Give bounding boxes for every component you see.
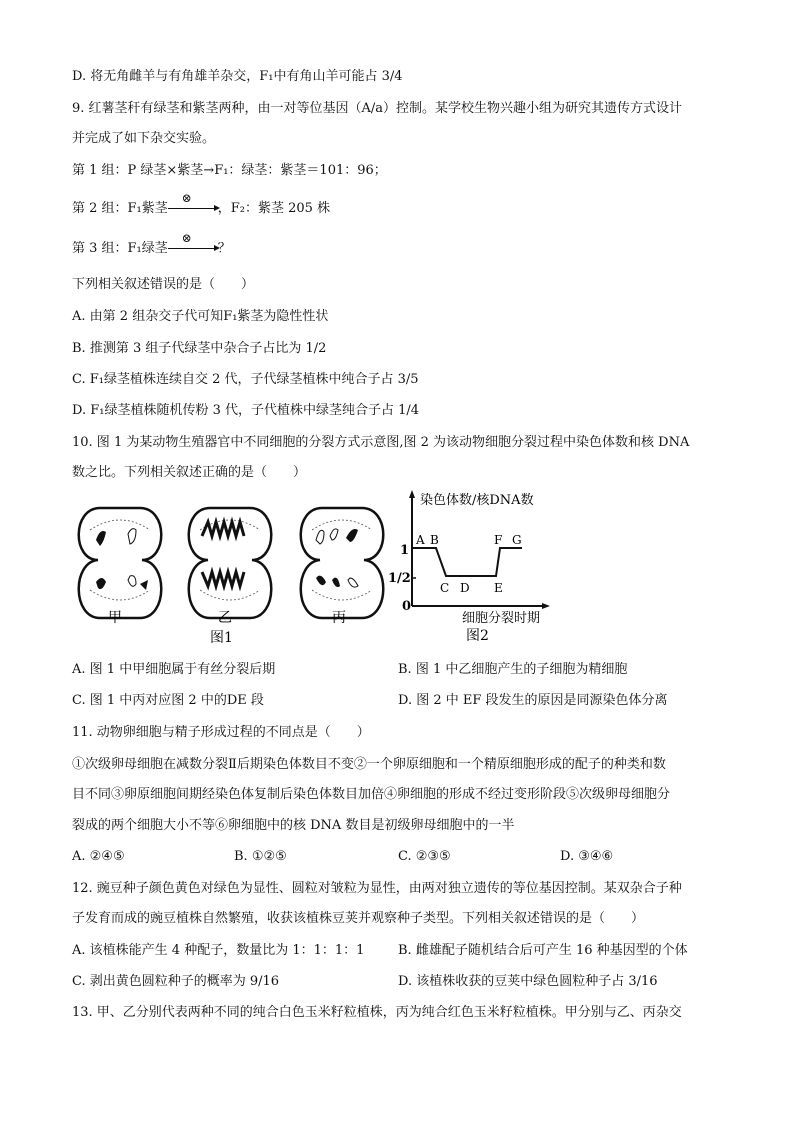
q11-option-c: C. ②③⑤ — [398, 849, 451, 864]
q9-group2-result: ，F₂：紫茎 205 株 — [217, 201, 331, 216]
q9-group2 — [72, 191, 331, 218]
figure-1-caption: 图1 — [210, 630, 233, 646]
selfing-symbol: ⊗ — [181, 231, 192, 245]
q9-option-a: A. 由第 2 组杂交子代可知F₁紫茎为隐性性状 — [72, 309, 329, 324]
q11-statements-line2: 目不同③卵原细胞间期经染色体复制后染色体数目加倍④卵细胞的形成不经过变形阶段⑤次级卵母细胞分 — [72, 787, 671, 802]
q11-option-b: B. ①②⑤ — [234, 849, 287, 864]
q9-group2-parent: 第 2 组：F₁紫茎 — [72, 201, 168, 216]
selfing-arrow — [168, 231, 218, 252]
q12-option-a: A. 该植株能产生 4 种配子，数量比为 1：1：1：1 — [72, 943, 365, 958]
q10-option-a: A. 图 1 中甲细胞属于有丝分裂后期 — [72, 662, 276, 677]
q11-stem: 11. 动物卵细胞与精子形成过程的不同点是（ ） — [72, 725, 370, 740]
q9-option-c: C. F₁绿茎植株连续自交 2 代，子代绿茎植株中纯合子占 3/5 — [72, 372, 419, 387]
y-tick-1: 1 — [400, 543, 410, 558]
point-f: F — [494, 533, 503, 547]
q12-stem-line1: 12. 豌豆种子颜色黄色对绿色为显性、圆粒对皱粒为显性，由两对独立遗传的等位基因控制。某双杂合子种 — [72, 881, 682, 896]
selfing-symbol: ⊗ — [181, 191, 192, 205]
q8-option-d: D. 将无角雌羊与有角雄羊杂交，F₁中有角山羊可能占 3/4 — [72, 69, 403, 84]
q13-stem-line1: 13. 甲、乙分别代表两种不同的纯合白色玉米籽粒植株，丙为纯合红色玉米籽粒植株。甲分别与乙、丙杂交 — [72, 1005, 682, 1020]
point-e: E — [494, 581, 503, 595]
q12-stem-line2: 子发育而成的豌豆植株自然繁殖，收获该植株豆荚并观察种子类型。下列相关叙述错误的是（ ） — [72, 911, 645, 926]
point-d: D — [460, 581, 470, 595]
q10-option-d: D. 图 2 中 EF 段发生的原因是同源染色体分离 — [398, 693, 668, 708]
q9-prompt: 下列相关叙述错误的是（ ） — [72, 277, 255, 292]
x-axis-label: 细胞分裂时期 — [462, 611, 541, 626]
cell-jia-label: 甲 — [108, 610, 122, 626]
q9-group3-result: ？ — [217, 241, 231, 256]
y-axis-label: 染色体数/核DNA数 — [420, 493, 534, 508]
q12-option-d: D. 该植株收获的豆荚中绿色圆粒种子占 3/16 — [398, 974, 658, 989]
q9-group3 — [72, 231, 231, 258]
cell-yi — [189, 508, 272, 626]
figure-1-cell-division — [60, 500, 400, 650]
cell-yi-label: 乙 — [218, 610, 232, 626]
figure-2-ratio-chart — [376, 488, 566, 648]
q12-option-b: B. 雌雄配子随机结合后可产生 16 种基因型的个体 — [398, 943, 688, 958]
q11-statements-line3: 裂成的两个细胞大小不等⑥卵细胞中的核 DNA 数目是初级卵母细胞中的一半 — [72, 818, 515, 833]
cell-bing-label: 丙 — [332, 610, 346, 626]
selfing-arrow — [168, 191, 218, 212]
q10-option-c: C. 图 1 中丙对应图 2 中的DE 段 — [72, 693, 264, 708]
y-tick-0: 0 — [402, 599, 412, 614]
q11-statements-line1: ①次级卵母细胞在减数分裂Ⅱ后期染色体数目不变②一个卵原细胞和一个精原细胞形成的配子的种类和数 — [72, 757, 666, 772]
point-a: A — [416, 533, 425, 547]
q9-stem-line2: 并完成了如下杂交实验。 — [72, 131, 216, 146]
q12-option-c: C. 剥出黄色圆粒种子的概率为 9/16 — [72, 974, 280, 989]
ratio-line — [412, 548, 522, 576]
q11-option-a: A. ②④⑤ — [72, 849, 125, 864]
q10-option-b: B. 图 1 中乙细胞产生的子细胞为精细胞 — [398, 662, 628, 677]
cell-bing — [301, 508, 384, 626]
q9-group1: 第 1 组：P 绿茎×紫茎→F₁：绿茎：紫茎＝101：96； — [72, 163, 387, 178]
q9-group3-parent: 第 3 组：F₁绿茎 — [72, 241, 168, 256]
x-axis-arrow — [542, 603, 550, 609]
q11-option-d: D. ③④⑥ — [560, 849, 614, 864]
q10-stem-line1: 10. 图 1 为某动物生殖器官中不同细胞的分裂方式示意图,图 2 为该动物细胞分裂过程中染色体数和核 DNA — [72, 435, 690, 450]
point-c: C — [440, 581, 450, 595]
point-b: B — [430, 533, 439, 547]
q9-stem-line1: 9. 红薯茎秆有绿茎和紫茎两种，由一对等位基因（A/a）控制。某学校生物兴趣小组为研究其遗传方式设计 — [72, 101, 683, 116]
q10-stem-line2: 数之比。下列相关叙述正确的是（ ） — [72, 465, 307, 480]
y-axis-arrow — [409, 490, 415, 498]
q9-option-b: B. 推测第 3 组子代绿茎中杂合子占比为 1/2 — [72, 341, 327, 356]
q9-option-d: D. F₁绿茎植株随机传粉 3 代，子代植株中绿茎纯合子占 1/4 — [72, 403, 420, 418]
point-g: G — [512, 533, 522, 547]
y-tick-half: 1/2 — [388, 571, 411, 586]
figure-2-caption: 图2 — [466, 628, 489, 644]
cell-jia — [79, 508, 162, 626]
